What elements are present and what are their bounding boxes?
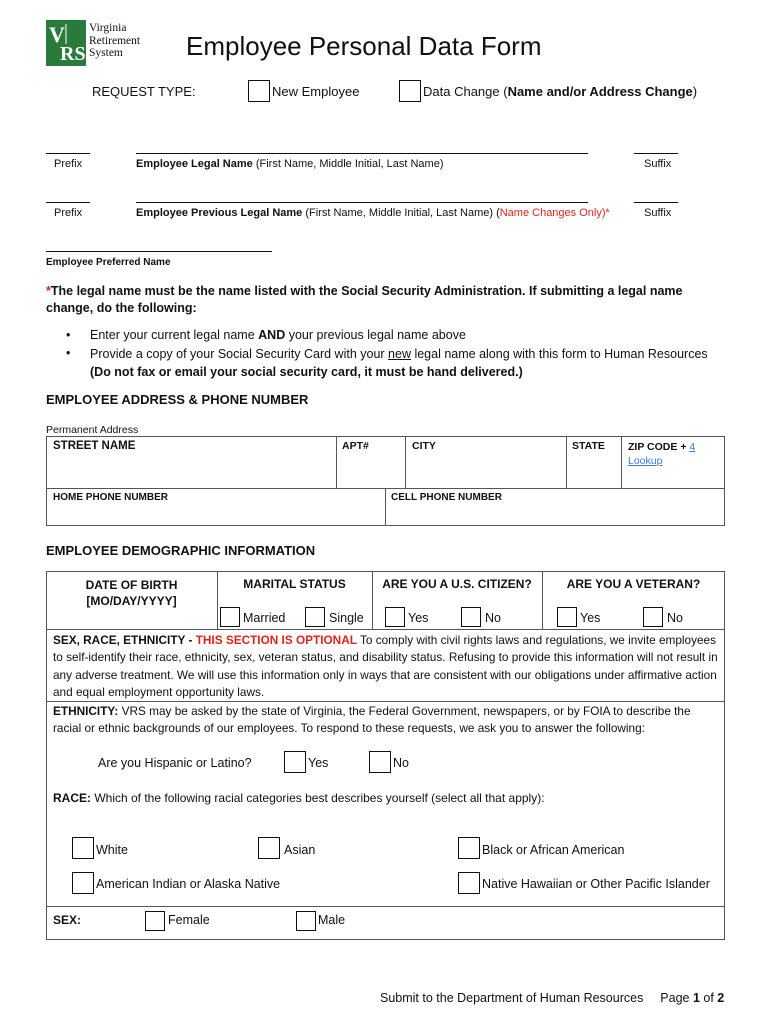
male-label: Male [318,913,346,927]
bullet-1-c: your previous legal name above [285,328,466,342]
footer-page-word: Page [660,991,693,1005]
sex-row-top [46,906,725,907]
bullet-2-a: Provide a copy of your Social Security Card with your [90,347,389,361]
notice-text: The legal name must be the name listed with the Social Security Administration. If submitting a legal name change, do the following: [46,284,683,315]
data-change-checkbox[interactable] [399,80,421,102]
legal-name-notice [46,283,726,317]
permanent-address-label: Permanent Address [46,424,139,436]
footer-of-word: of [699,991,718,1005]
state-label: STATE [572,440,605,452]
bullet-2-bold: (Do not fax or email your social security card, it must be hand delivered.) [90,364,523,379]
ethnicity-bold: ETHNICITY: [53,704,119,718]
bullet-2-text [90,346,730,381]
previous-name-bold: Employee Previous Legal Name [136,207,303,219]
zip-text: ZIP CODE + [628,441,690,453]
suffix-label-1: Suffix [644,158,672,170]
hawaiian-checkbox[interactable] [458,872,480,894]
ethnicity-paragraph [53,703,721,738]
request-type-label: REQUEST TYPE: [92,84,196,99]
prefix-label-1: Prefix [54,158,83,170]
footer [380,991,724,1005]
street-label: STREET NAME [53,440,136,452]
bullet-2-c: legal name along with this form to Human Resources [410,347,708,361]
hispanic-no-checkbox[interactable] [369,751,391,773]
citizen-no-checkbox[interactable] [461,607,481,627]
race-bold: RACE: [53,791,91,805]
dob-label [46,577,217,609]
veteran-label: ARE YOU A VETERAN? [566,577,701,591]
dob-label-1: DATE OF BIRTH [85,578,178,592]
female-checkbox[interactable] [145,911,165,931]
married-checkbox[interactable] [220,607,240,627]
female-label: Female [168,913,210,927]
citizen-label: ARE YOU A U.S. CITIZEN? [382,577,532,591]
male-checkbox[interactable] [296,911,316,931]
apt-label: APT# [342,440,369,452]
logo-line-3: System [89,47,123,59]
american-indian-label: American Indian or Alaska Native [96,877,281,891]
previous-name-label [136,207,610,219]
svg-text:V: V [49,22,65,47]
asian-checkbox[interactable] [258,837,280,859]
bullet-1-b: AND [258,328,286,342]
citizen-yes-checkbox[interactable] [385,607,405,627]
legal-name-label [136,158,444,170]
marital-label: MARITAL STATUS [243,577,346,591]
hispanic-yes-checkbox[interactable] [284,751,306,773]
prefix-line-2[interactable] [46,202,90,203]
hispanic-yes-label: Yes [308,756,329,770]
svg-text:RS: RS [60,43,86,65]
black-label: Black or African American [482,843,625,857]
veteran-yes-label: Yes [580,611,601,625]
white-label: White [96,843,128,857]
black-checkbox[interactable] [458,837,480,859]
sre-paragraph [53,632,721,702]
previous-name-end: )* [601,207,610,219]
dob-label-2: [MO/DAY/YYYY] [86,594,177,608]
married-label: Married [243,611,286,625]
hispanic-question: Are you Hispanic or Latino? [98,756,252,770]
american-indian-checkbox[interactable] [72,872,94,894]
data-change-suffix: ) [692,84,698,99]
vrs-logo [46,20,86,66]
bullet-dot-1: • [66,328,71,342]
veteran-yes-checkbox[interactable] [557,607,577,627]
bullet-1-text [90,328,466,342]
preferred-name-line[interactable] [46,251,272,252]
zip-lookup-link-2[interactable]: Lookup [628,455,663,467]
suffix-line-1[interactable] [634,153,678,154]
data-change-label [423,84,697,99]
hispanic-no-label: No [393,756,409,770]
legal-name-line[interactable] [136,153,588,154]
bullet-2-b: new [388,347,411,361]
sre-text: To comply with civil rights laws and regulations, we invite employees to self-identify their race, ethnicity, sex, veteran status, and disability status. Refusing to provide this information will not result in any adverse treatment. We will use this information only in ways that are consistent with our obligations under affirmative action and equal employment opportunity laws. [53,633,718,700]
data-change-prefix: Data Change ( [423,84,508,99]
veteran-no-checkbox[interactable] [643,607,663,627]
data-change-bold: Name and/or Address Change [507,84,693,99]
citizen-no-label: No [485,611,501,625]
legal-name-bold: Employee Legal Name [136,158,253,170]
ethnicity-text: VRS may be asked by the state of Virginia, the Federal Government, newspapers, or by FOIA to describe the racial or ethnic backgrounds of our employees. To respond to these requests, we ask you to answer the following: [53,704,691,736]
footer-page-total: 2 [717,991,725,1005]
cell-phone-label: CELL PHONE NUMBER [391,492,502,503]
suffix-label-2: Suffix [644,207,672,219]
bullet-dot-2: • [66,346,71,360]
race-paragraph [53,791,545,805]
white-checkbox[interactable] [72,837,94,859]
city-label: CITY [412,440,436,452]
zip-lookup-link-1[interactable]: 4 [689,441,696,453]
footer-submit: Submit to the Department of Human Resources [380,991,644,1005]
sre-optional: THIS SECTION IS OPTIONAL [195,633,357,647]
asian-label: Asian [284,843,316,857]
home-phone-label: HOME PHONE NUMBER [53,492,169,503]
previous-name-line[interactable] [136,202,588,203]
legal-name-rest: (First Name, Middle Initial, Last Name) [252,158,444,170]
race-text: Which of the following racial categories best describes yourself (select all that apply): [91,791,545,805]
logo-line-1: Virginia [89,22,127,34]
logo-line-2: Retirement [89,34,141,47]
name-changes-only: Name Changes Only [499,207,602,219]
sex-label: SEX: [53,913,82,927]
demographic-heading: EMPLOYEE DEMOGRAPHIC INFORMATION [46,543,316,558]
logo-text [89,22,140,60]
prefix-line-1[interactable] [46,153,90,154]
header-row-bottom [46,629,725,630]
prefix-label-2: Prefix [54,207,83,219]
page-title: Employee Personal Data Form [186,31,542,61]
single-checkbox[interactable] [305,607,325,627]
zip-label [628,440,695,468]
bullet-1-a: Enter your current legal name [90,328,259,342]
new-employee-checkbox[interactable] [248,80,270,102]
address-heading: EMPLOYEE ADDRESS & PHONE NUMBER [46,392,309,407]
sre-bold: SEX, RACE, ETHNICITY - [53,633,196,647]
veteran-no-label: No [667,611,683,625]
citizen-yes-label: Yes [408,611,429,625]
hawaiian-label: Native Hawaiian or Other Pacific Islander [482,877,710,891]
previous-name-rest: (First Name, Middle Initial, Last Name) ( [302,207,500,219]
new-employee-label: New Employee [272,84,360,99]
footer-page-num: 1 [692,991,700,1005]
notice-star: * [46,284,51,298]
vrs-logo-mark [46,20,86,66]
suffix-line-2[interactable] [634,202,678,203]
single-label: Single [329,611,364,625]
preferred-name-label: Employee Preferred Name [46,257,171,268]
